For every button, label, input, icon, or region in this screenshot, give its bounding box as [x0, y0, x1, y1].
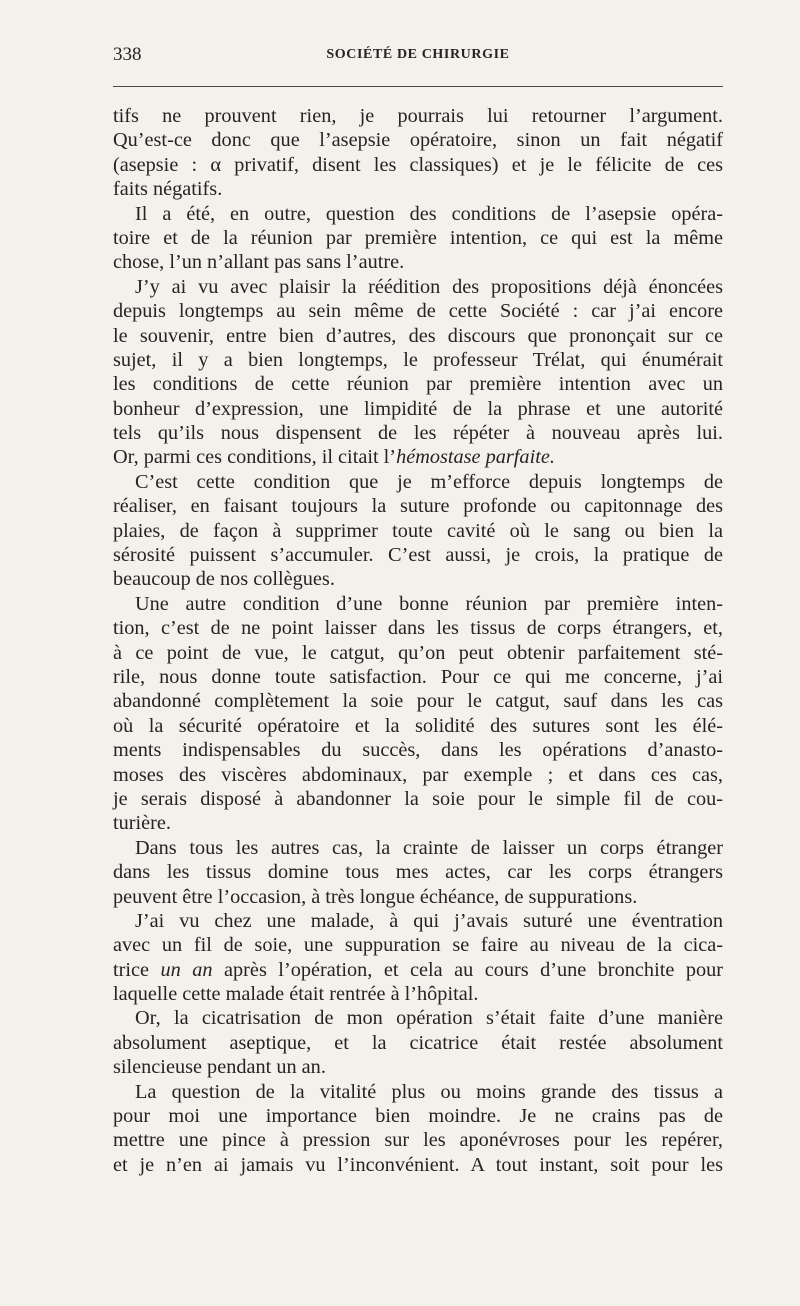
text-segment: rile, nous donne toute satisfaction. Pour ce qui me concerne, j’ai [113, 665, 723, 688]
text-line [113, 665, 723, 689]
text-line [113, 1080, 723, 1104]
text-segment: beaucoup de nos collègues. [113, 568, 335, 591]
text-segment: abandonné complètement la soie pour le catgut, sauf dans les cas [113, 690, 723, 713]
text-line [113, 1104, 723, 1128]
text-segment: depuis longtemps au sein même de cette Société : car j’ai encore [113, 300, 723, 323]
text-segment: tion, c’est de ne point laisser dans les tissus de corps étrangers, et, [113, 617, 723, 640]
text-segment: moses des viscères abdominaux, par exemple ; et dans ces cas, [113, 763, 723, 786]
text-line [113, 641, 723, 665]
text-segment: réaliser, en faisant toujours la suture profonde ou capitonnage des [113, 495, 723, 518]
text-segment: tels qu’ils nous dispensent de les répéter à nouveau après lui. [113, 422, 723, 445]
text-segment: Qu’est-ce donc que l’asepsie opératoire, sinon un fait négatif [113, 129, 723, 152]
text-line [113, 348, 723, 372]
text-line [113, 1153, 723, 1177]
text-line [113, 714, 723, 738]
text-segment: (asepsie : α privatif, disent les classiques) et je le félicite de ces [113, 153, 723, 176]
text-line [113, 543, 723, 567]
text-segment: sérosité puissent s’accumuler. C’est aussi, je crois, la pratique de [113, 544, 723, 567]
text-line [113, 445, 723, 469]
text-line [113, 811, 723, 835]
text-line [113, 885, 723, 909]
text-segment: faits négatifs. [113, 178, 223, 201]
page-header [113, 44, 723, 72]
text-line [113, 275, 723, 299]
text-line [113, 324, 723, 348]
text-segment: absolument aseptique, et la cicatrice était restée absolument [113, 1031, 723, 1054]
text-line [113, 567, 723, 591]
text-line [113, 494, 723, 518]
text-line [113, 958, 723, 982]
text-line [113, 763, 723, 787]
page-number: 338 [113, 44, 142, 65]
text-segment: mettre une pince à pression sur les aponévroses pour les repérer, [113, 1129, 723, 1152]
text-segment: pour moi une importance bien moindre. Je ne crains pas de [113, 1105, 723, 1128]
text-line [113, 153, 723, 177]
text-segment: et je n’en ai jamais vu l’inconvénient. A tout instant, soit pour les [113, 1153, 723, 1176]
text-line [113, 1128, 723, 1152]
text-line [113, 104, 723, 128]
text-segment: turière. [113, 812, 171, 835]
text-line [113, 933, 723, 957]
text-segment: je serais disposé à abandonner la soie pour le simple fil de cou- [113, 787, 723, 810]
text-line [113, 372, 723, 396]
text-segment: avec un fil de soie, une suppuration se faire au niveau de la cica- [113, 934, 723, 957]
text-segment: C’est cette condition que je m’efforce depuis longtemps de [135, 470, 723, 493]
text-line [113, 202, 723, 226]
text-line [113, 982, 723, 1006]
text-segment: Or, la cicatrisation de mon opération s’était faite d’une manière [135, 1007, 723, 1030]
text-segment: bonheur d’expression, une limpidité de la phrase et une autorité [113, 397, 723, 420]
text-segment: silencieuse pendant un an. [113, 1056, 326, 1079]
text-segment: où la sécurité opératoire et la solidité des sutures sont les élé- [113, 714, 723, 737]
italic-text: hémostase parfaite. [396, 446, 555, 469]
text-segment: trice [113, 958, 161, 981]
text-segment: peuvent être l’occasion, à très longue échéance, de suppurations. [113, 885, 638, 908]
text-line [113, 299, 723, 323]
text-line [113, 470, 723, 494]
text-segment: après l’opération, et cela au cours d’une bronchite pour [212, 958, 723, 981]
text-segment: les conditions de cette réunion par première intention avec un [113, 373, 723, 396]
text-line [113, 689, 723, 713]
text-segment: à ce point de vue, le catgut, qu’on peut obtenir parfaitement sté- [113, 641, 723, 664]
text-segment: J’ai vu chez une malade, à qui j’avais suturé une éventration [135, 909, 723, 932]
text-line [113, 397, 723, 421]
text-line [113, 177, 723, 201]
text-line [113, 909, 723, 933]
italic-text: un an [160, 958, 213, 981]
text-segment: chose, l’un n’allant pas sans l’autre. [113, 251, 405, 274]
text-segment: toire et de la réunion par première intention, ce qui est la même [113, 226, 723, 249]
text-segment: dans les tissus domine tous mes actes, car les corps étrangers [113, 861, 723, 884]
text-segment: tifs ne prouvent rien, je pourrais lui retourner l’argument. [113, 105, 723, 127]
text-segment: Une autre condition d’une bonne réunion par première inten- [135, 592, 723, 615]
text-line [113, 592, 723, 616]
text-line [113, 226, 723, 250]
text-line [113, 128, 723, 152]
text-line [113, 1055, 723, 1079]
text-segment: sujet, il y a bien longtemps, le professeur Trélat, qui énumérait [113, 348, 723, 371]
text-segment: J’y ai vu avec plaisir la réédition des propositions déjà énoncées [135, 275, 723, 298]
text-segment: Or, parmi ces conditions, il citait l’ [113, 446, 397, 469]
text-segment: Dans tous les autres cas, la crainte de laisser un corps étranger [135, 836, 723, 859]
text-segment: plaies, de façon à supprimer toute cavité où le sang ou bien la [113, 519, 723, 542]
text-line [113, 250, 723, 274]
text-line [113, 1031, 723, 1055]
text-line [113, 1006, 723, 1030]
text-line [113, 787, 723, 811]
text-line [113, 738, 723, 762]
text-segment: Il a été, en outre, question des conditions de l’asepsie opéra- [135, 202, 723, 225]
header-rule [113, 86, 723, 87]
text-line [113, 616, 723, 640]
running-title: SOCIÉTÉ DE CHIRURGIE [326, 47, 510, 62]
text-line [113, 836, 723, 860]
text-segment: ments indispensables du succès, dans les opérations d’anasto- [113, 739, 723, 762]
text-segment: le souvenir, entre bien d’autres, des discours que prononçait sur ce [113, 324, 723, 347]
body-text [113, 104, 723, 1177]
text-segment: La question de la vitalité plus ou moins grande des tissus a [135, 1080, 723, 1103]
text-segment: laquelle cette malade était rentrée à l’hôpital. [113, 983, 479, 1006]
text-line [113, 519, 723, 543]
text-line [113, 860, 723, 884]
text-line [113, 421, 723, 445]
